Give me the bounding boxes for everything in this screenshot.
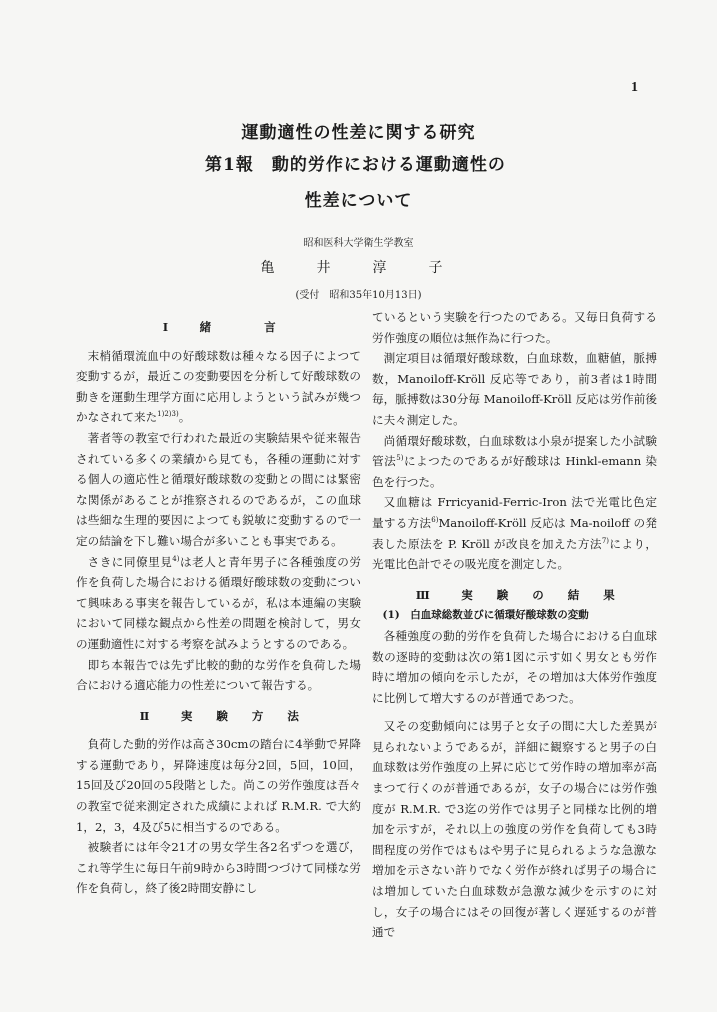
title-line-1: 運動適性の性差に関する研究 <box>241 123 476 143</box>
paragraph: 即ち本報告では先ず比較的動的な労作を負荷した場合における適応能力の性差について報告する。 <box>76 657 361 693</box>
paragraph <box>372 431 657 493</box>
paragraph-text: Manoiloff-Kröll 反応は Ma-noiloff の発表した原法を P. Kröll が改良を加えた方法 <box>372 515 657 551</box>
paragraph: ているという実験を行つたのである。又毎日負荷する労作強度の順位は無作為に行つた。 <box>372 310 657 345</box>
paragraph-text: 末梢循環流血中の好酸球数は種々なる因子によつて変動するが，最近この変動要因を分析して好酸球数の動きを運動生理学方面に応用しようという試みが幾つかなされて来た <box>76 348 361 425</box>
paragraph <box>372 492 657 574</box>
paragraph-text: によつたのであるが好酸球は Hinkl-emann 染色を行つた。 <box>372 454 657 489</box>
paragraph-text: 尚循環好酸球数，白血球数は小泉が提案した小試験管法 <box>372 433 657 469</box>
paragraph: 測定項目は循環好酸球数，白血球数，血糖値，脈搏数，Manoiloff-Kröll 反応等であり，前3者は1時間毎，脈搏数は30分毎 Manoiloff-Kröll 反応は労作前後に夫々測定した。 <box>372 351 657 427</box>
paragraph: 著者等の教室で行われた最近の実験結果や従来報告されている多くの業績から見ても，各種の運動に対する個人の適応性と循環好酸球数の変動との間には緊密な関係があることが推察されるのであるが，この血球は些細な生理的要因によつても鋭敏に変動するので一定の結論を下し難い場合が多いことも事実である。 <box>76 430 361 548</box>
right-column <box>372 307 657 943</box>
citation: 6) <box>431 516 439 525</box>
paragraph: 負荷した動的労作は高さ30cmの踏台に4挙動で昇降する運動であり，昇降速度は毎分2回，5回，10回，15回及び20回の5段階とした。尚この労作強度は吾々の教室で従来測定された成績によれば R.M.R. で大約1，2，3，4及び5に相当するのである。 <box>76 737 361 834</box>
paragraph: 各種強度の動的労作を負荷した場合における白血球数の逐時的変動は次の第1図に示す如く男女とも労作時に増加の傾向を示したが，その増加は大体労作強度に比例して増大するのが普通であつた。 <box>372 628 657 705</box>
citation: 1)2)3) <box>157 410 179 419</box>
paragraph: 又その変動傾向には男子と女子の間に大した差異が見られないようであるが，詳細に観察すると男子の白血球数は労作強度の上昇に応じて労作時の増加率が高まつて行くのが普通であるが，女子の場合には労作強度が R.M.R. で3迄の労作では男子と同様な比例的増加を示すが，それ以上の強度の労作を負荷しても3時間程度の労作ではもはや男子に見られるような急激な増加を示さない許りでなく労作が終れば男子の場合には増加していた白血球数が急激な減少を示すのに対し，女子の場合にはその回復が著しく遅延するのが普通で <box>372 719 657 940</box>
received-date: (受付 昭和35年10月13日) <box>295 290 422 301</box>
subsection-heading: (1) 白血球総数並びに循環好酸球数の変動 <box>382 609 589 622</box>
paragraph <box>76 346 361 428</box>
title-line-2: 第1報 動的労作における運動適性の <box>205 155 506 175</box>
author: 亀 井 淳 子 <box>260 260 457 276</box>
paragraph <box>76 552 361 655</box>
paragraph-text: は老人と青年男子に各種強度の労作を負荷した場合における循環好酸球数の変動について興味ある事実を報告しているが，私は本連編の実験において同様な観点から性差の問題を検討して，男女の運動適性に対する考察を試みようとするのである。 <box>76 554 361 651</box>
citation: 5) <box>396 454 404 463</box>
paragraph-text: 又血糖は Frricyanid-Ferric-Iron 法で光電比色定量する方法 <box>372 495 657 530</box>
citation: 7) <box>601 536 610 545</box>
affiliation: 昭和医科大学衛生学教室 <box>303 238 414 249</box>
citation: 4) <box>172 554 180 563</box>
title-line-3: 性差について <box>304 191 413 211</box>
paragraph-text: 。 <box>178 410 191 425</box>
paragraph: 被験者には年令21才の男女学生各2名ずつを選び，これ等学生に毎日午前9時から3時間つづけて同様な労作を負荷し，終了後2時間安静にし <box>76 840 361 896</box>
paragraph-text: さきに同僚里見 <box>87 554 173 569</box>
paragraph-text: により，光電比色計でその吸光度を測定した。 <box>372 536 657 572</box>
section-heading-introduction: Ⅰ 緒 言 <box>162 320 286 334</box>
section-heading-results: Ⅲ 実 験 の 結 果 <box>415 587 625 602</box>
section-heading-methods: Ⅱ 実 験 方 法 <box>139 708 309 723</box>
page-number: 1 <box>631 80 638 95</box>
left-column <box>76 307 361 899</box>
